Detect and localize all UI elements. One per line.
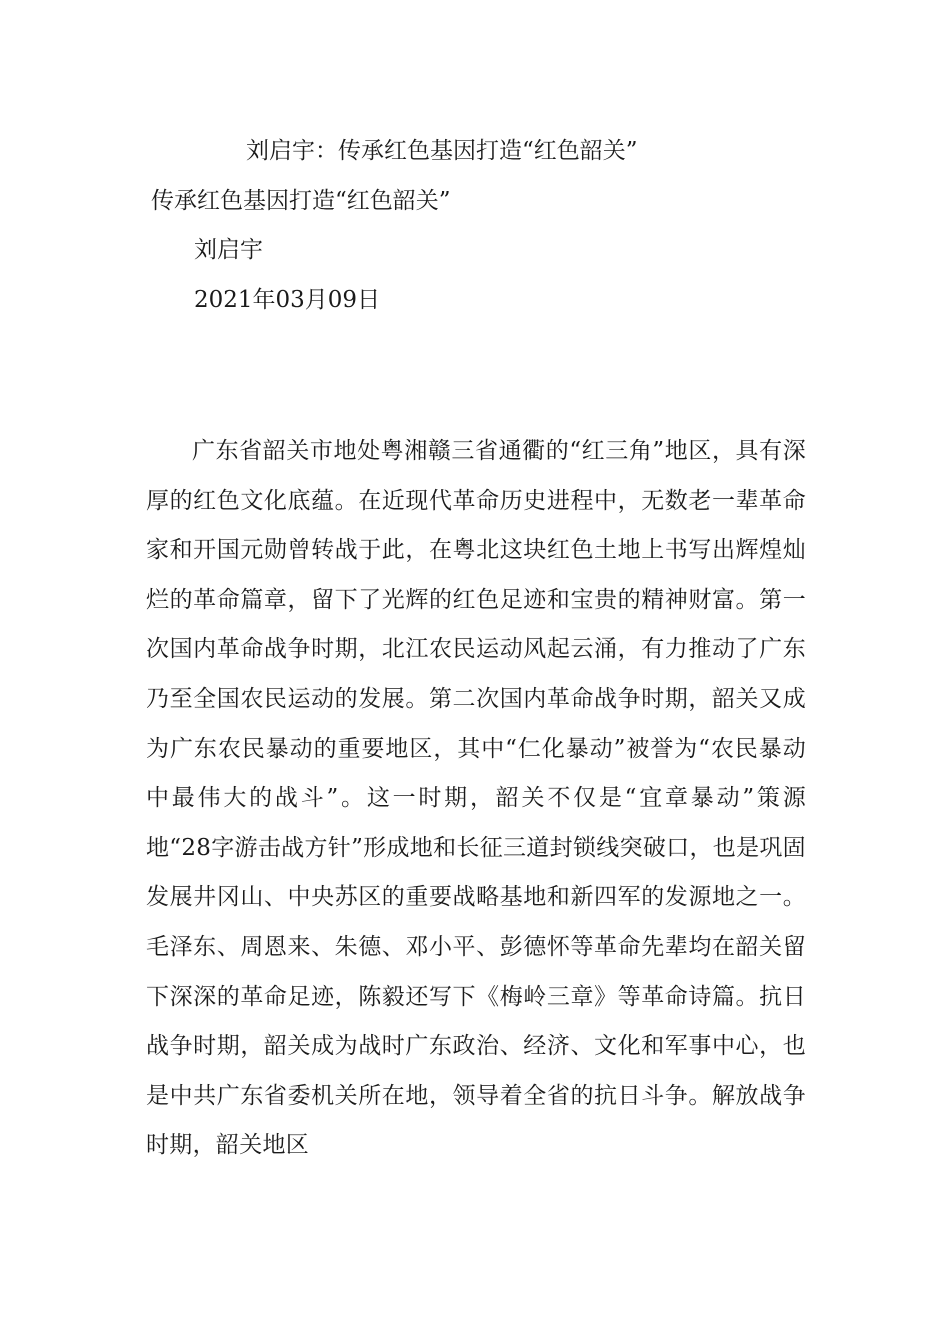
body-paragraph: 广东省韶关市地处粤湘赣三省通衢的“红三角”地区，具有深厚的红色文化底蕴。在近现代革命历史进程中，无数老一辈革命家和开国元勋曾转战于此，在粤北这块红色土地上书写出辉煌灿烂的革命篇章，留下了光辉的红色足迹和宝贵的精神财富。第一次国内革命战争时期，北江农民运动风起云涌，有力推动了广东乃至全国农民运动的发展。第二次国内革命战争时期，韶关又成为广东农民暴动的重要地区，其中“仁化暴动”被誉为“农民暴动中最伟大的战斗”。这一时期，韶关不仅是“宜章暴动”策源地“28字游击战方针”形成地和长征三道封锁线突破口，也是巩固发展井冈山、中央苏区的重要战略基地和新四军的发源地之一。毛泽东、周恩来、朱德、邓小平、彭德怀等革命先辈均在韶关留下深深的革命足迹，陈毅还写下《梅岭三章》等革命诗篇。抗日战争时期，韶关成为战时广东政治、经济、文化和军事中心，也是中共广东省委机关所在地，领导着全省的抗日斗争。解放战争时期，韶关地区: [146, 438, 806, 1159]
author-name: 刘启宇: [194, 237, 263, 263]
article-subtitle: 传承红色基因打造“红色韶关”: [151, 188, 451, 214]
document-title: 刘启宇：传承红色基因打造“红色韶关”: [246, 138, 638, 164]
publish-date: 2021年03月09日: [194, 287, 381, 313]
